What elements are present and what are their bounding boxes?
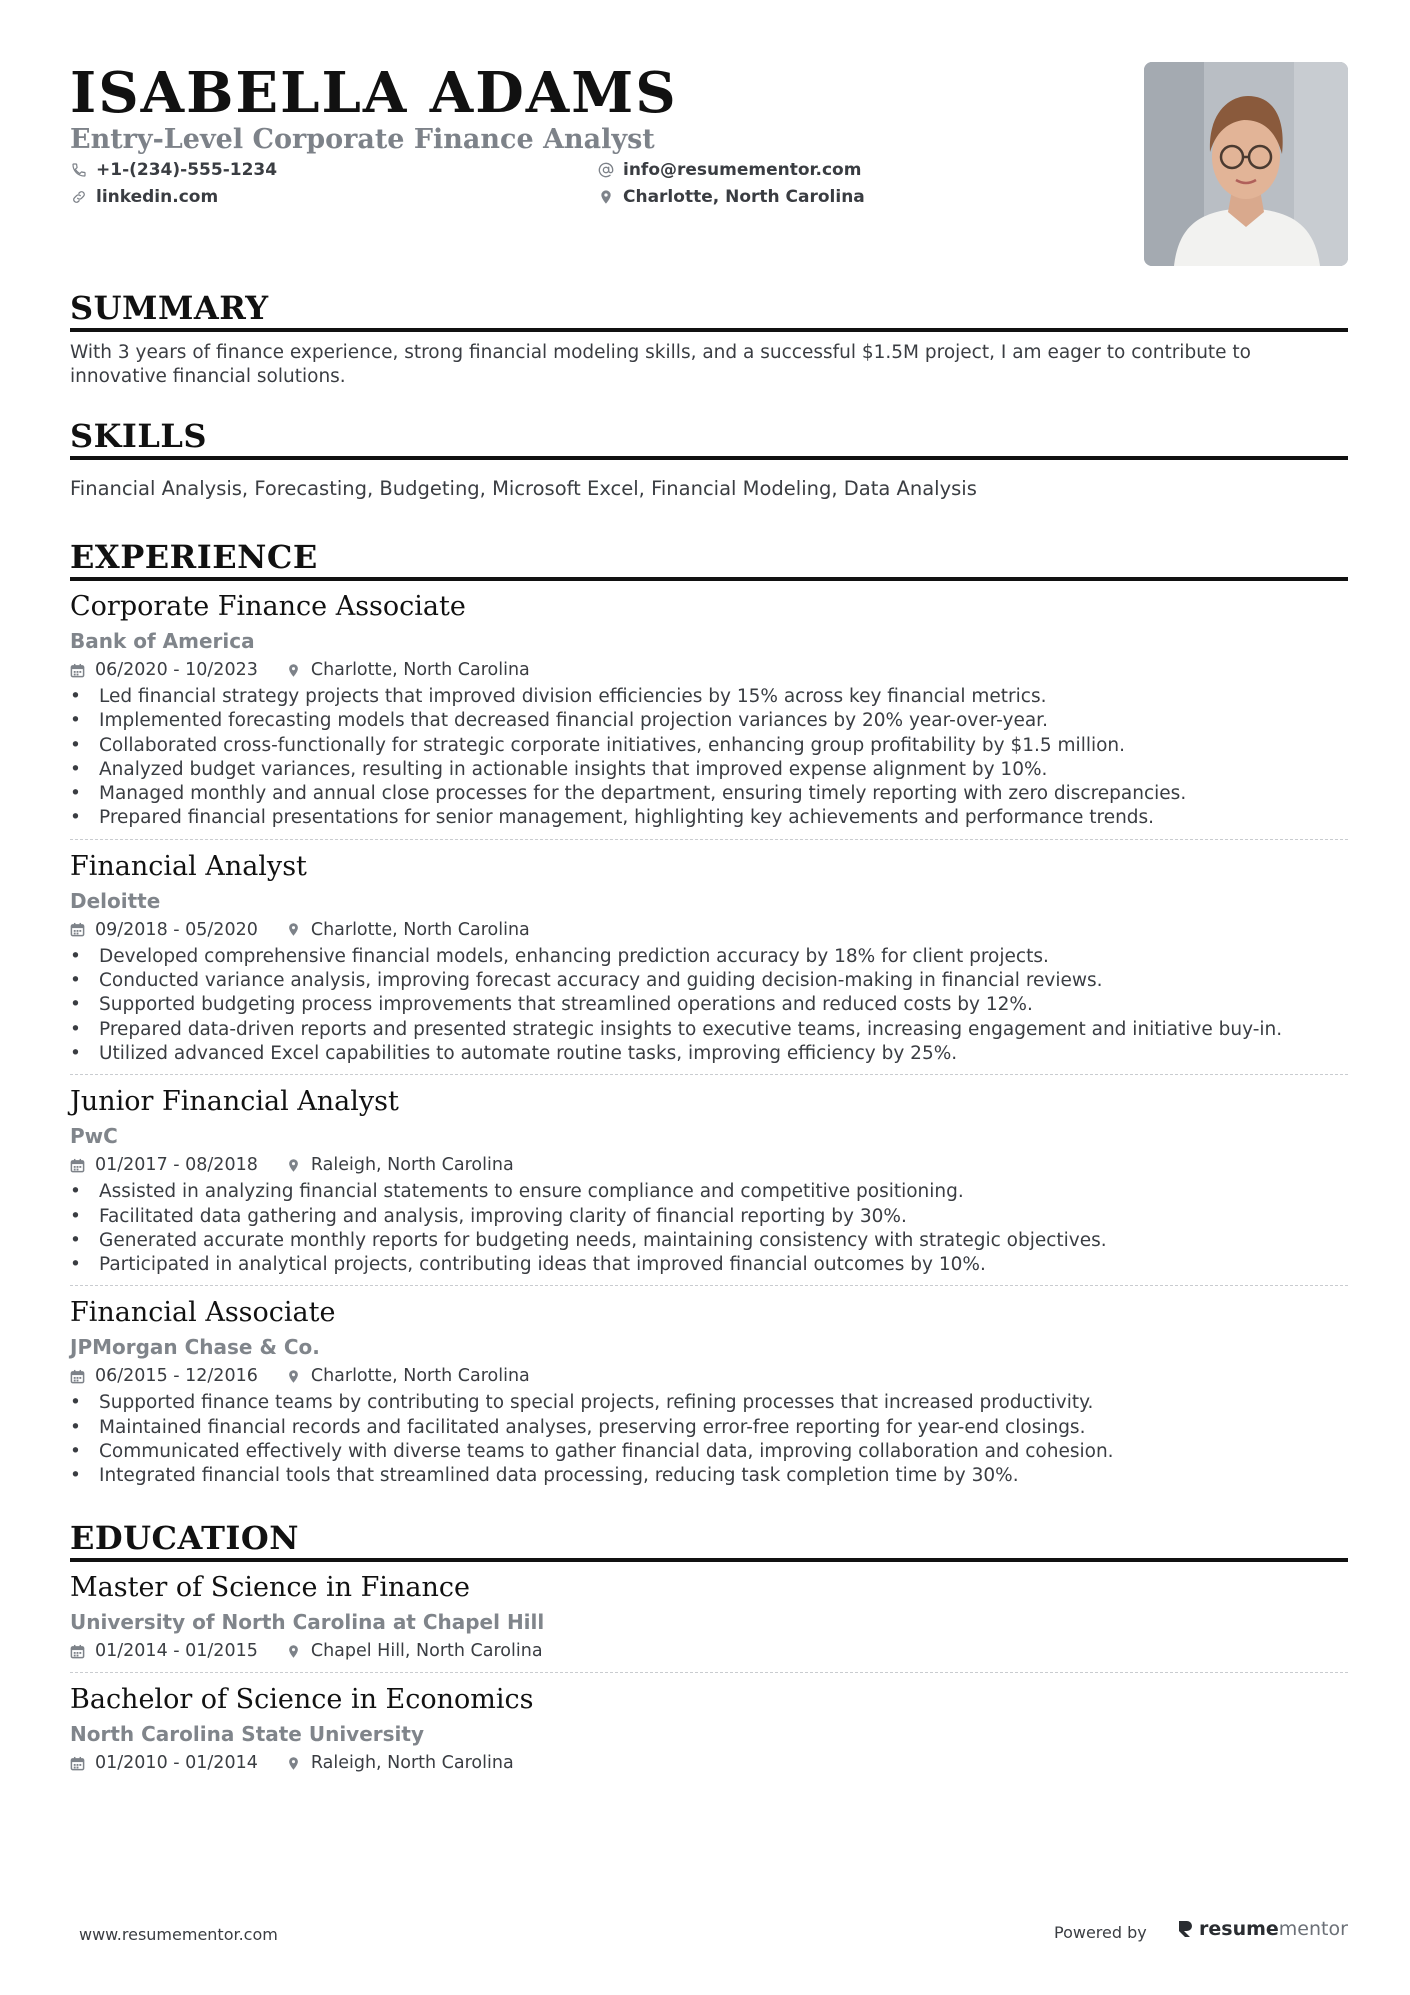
job-bullet: • Prepared financial presentations for senior management, highlighting key achievements and performance trends. (70, 806, 1348, 830)
job-meta (70, 917, 1348, 943)
job-bullet: • Integrated financial tools that streamlined data processing, reducing task completion time by 30%. (70, 1464, 1348, 1488)
job-bullets (70, 685, 1348, 831)
entry-divider (70, 1285, 1348, 1286)
job-bullet: • Supported budgeting process improvements that streamlined operations and reduced costs by 12%. (70, 993, 1348, 1017)
email-text: info@resumementor.com (623, 160, 862, 180)
job-bullet: • Communicated effectively with diverse teams to gather financial data, improving collaboration and cohesion. (70, 1440, 1348, 1464)
education-entry (70, 1682, 1348, 1776)
map-pin-icon (286, 1158, 301, 1173)
job-dates: 01/2017 - 08/2018 (95, 1155, 258, 1176)
job-meta (70, 1152, 1348, 1178)
summary-section (70, 288, 1348, 389)
skills-heading: SKILLS (70, 417, 207, 455)
calendar-icon (70, 922, 85, 937)
footer-powered-by: Powered by (1054, 1923, 1147, 1942)
job-entry (70, 589, 1348, 831)
education-dates: 01/2014 - 01/2015 (95, 1641, 258, 1661)
footer-website[interactable]: www.resumementor.com (79, 1925, 278, 1944)
linkedin-text: linkedin.com (96, 187, 219, 207)
map-pin-icon (286, 1369, 301, 1384)
calendar-icon (70, 663, 85, 678)
contact-linkedin[interactable] (71, 185, 218, 209)
education-degree: Bachelor of Science in Economics (70, 1684, 534, 1715)
job-position: Financial Analyst (70, 850, 307, 882)
job-company: JPMorgan Chase & Co. (70, 1335, 320, 1360)
job-location: Raleigh, North Carolina (310, 1155, 514, 1176)
calendar-icon (70, 1756, 85, 1771)
entry-divider (70, 1074, 1348, 1075)
job-entry (70, 1295, 1348, 1488)
brand-bold-text: resume (1199, 1918, 1279, 1940)
job-bullet: • Generated accurate monthly reports for budgeting needs, maintaining consistency with strategic objectives. (70, 1229, 1348, 1253)
job-title: Entry-Level Corporate Finance Analyst (70, 124, 655, 155)
job-entry (70, 1084, 1348, 1277)
map-pin-icon (286, 1644, 301, 1659)
job-bullet: • Prepared data-driven reports and presented strategic insights to executive teams, increasing engagement and initiative buy-in. (70, 1018, 1348, 1042)
education-heading: EDUCATION (70, 1519, 299, 1557)
job-bullet: • Maintained financial records and facilitated analyses, preserving error-free reporting for year-end closings. (70, 1416, 1348, 1440)
job-bullet: • Conducted variance analysis, improving forecast accuracy and guiding decision-making in financial reviews. (70, 969, 1348, 993)
job-entry (70, 849, 1348, 1066)
section-divider (70, 328, 1348, 332)
education-meta (70, 1638, 1348, 1664)
entry-divider (70, 1672, 1348, 1673)
job-bullet: • Supported finance teams by contributing to special projects, refining processes that increased productivity. (70, 1391, 1348, 1415)
job-bullet: • Collaborated cross-functionally for strategic corporate initiatives, enhancing group profitability by $1.5 million. (70, 734, 1348, 758)
job-dates: 09/2018 - 05/2020 (95, 919, 258, 940)
job-bullets (70, 1391, 1348, 1488)
summary-text: With 3 years of finance experience, strong financial modeling skills, and a successful $1.5M project, I am eager to contribute to innovative financial solutions. (70, 342, 1252, 387)
education-school: North Carolina State University (70, 1722, 424, 1746)
map-pin-icon (286, 663, 301, 678)
job-bullets (70, 1180, 1348, 1277)
job-bullet: • Analyzed budget variances, resulting in actionable insights that improved expense alignment by 10%. (70, 758, 1348, 782)
job-bullet: • Led financial strategy projects that improved division efficiencies by 15% across key financial metrics. (70, 685, 1348, 709)
map-pin-icon (286, 1756, 301, 1771)
job-bullets (70, 945, 1348, 1066)
summary-heading: SUMMARY (70, 289, 269, 327)
education-dates: 01/2010 - 01/2014 (95, 1753, 258, 1773)
link-icon (71, 189, 87, 205)
job-meta (70, 657, 1348, 683)
phone-icon (71, 162, 87, 178)
job-position: Financial Associate (70, 1297, 336, 1329)
contact-phone (71, 158, 277, 182)
contact-location (598, 185, 865, 209)
experience-heading: EXPERIENCE (70, 538, 318, 576)
calendar-icon (70, 1644, 85, 1659)
contact-email[interactable] (598, 158, 861, 182)
job-dates: 06/2015 - 12/2016 (95, 1366, 258, 1387)
calendar-icon (70, 1369, 85, 1384)
job-company: Bank of America (70, 629, 255, 653)
job-location: Charlotte, North Carolina (310, 1366, 530, 1387)
job-meta (70, 1363, 1348, 1389)
entry-divider (70, 839, 1348, 840)
job-bullet: • Assisted in analyzing financial statements to ensure compliance and competitive positioning. (70, 1180, 1348, 1204)
job-location: Charlotte, North Carolina (310, 919, 530, 940)
candidate-name: ISABELLA ADAMS (70, 60, 678, 126)
education-location: Raleigh, North Carolina (310, 1753, 514, 1773)
job-bullet: • Facilitated data gathering and analysis, improving clarity of financial reporting by 30%. (70, 1205, 1348, 1229)
section-divider (70, 1558, 1348, 1562)
job-company: Deloitte (70, 888, 161, 913)
location-text: Charlotte, North Carolina (623, 187, 865, 207)
education-section (70, 1518, 1348, 1776)
education-degree: Master of Science in Finance (70, 1572, 471, 1603)
job-bullet: • Implemented forecasting models that decreased financial projection variances by 20% year-over-year. (70, 709, 1348, 733)
brand-light-text: mentor (1278, 1918, 1348, 1940)
skills-text: Financial Analysis, Forecasting, Budgeting, Microsoft Excel, Financial Modeling, Data Analysis (70, 477, 977, 500)
job-position: Corporate Finance Associate (70, 591, 466, 622)
resumementor-logo-icon (1177, 1919, 1193, 1939)
experience-list (70, 589, 1348, 1489)
job-bullet: • Utilized advanced Excel capabilities to automate routine tasks, improving efficiency by 25%. (70, 1042, 1348, 1066)
job-dates: 06/2020 - 10/2023 (95, 660, 258, 680)
education-entry (70, 1570, 1348, 1664)
job-location: Charlotte, North Carolina (310, 660, 530, 680)
education-list (70, 1570, 1348, 1776)
phone-text: +1-(234)-555-1234 (96, 160, 278, 180)
job-bullet: • Developed comprehensive financial models, enhancing prediction accuracy by 18% for client projects. (70, 945, 1348, 969)
education-location: Chapel Hill, North Carolina (310, 1641, 543, 1661)
job-position: Junior Financial Analyst (70, 1086, 399, 1118)
calendar-icon (70, 1158, 85, 1173)
education-school: University of North Carolina at Chapel Hill (70, 1610, 545, 1634)
job-bullet: • Participated in analytical projects, contributing ideas that improved financial outcomes by 10%. (70, 1253, 1348, 1277)
job-company: PwC (70, 1124, 118, 1149)
at-icon (598, 162, 614, 178)
portrait-image (1144, 62, 1348, 266)
section-divider (70, 577, 1348, 581)
skills-section (70, 416, 1348, 501)
map-pin-icon (598, 189, 614, 205)
experience-section (70, 537, 1348, 1489)
job-bullet: • Managed monthly and annual close processes for the department, ensuring timely reporting with zero discrepancies. (70, 782, 1348, 806)
section-divider (70, 456, 1348, 460)
profile-photo (1144, 62, 1348, 266)
education-meta (70, 1750, 1348, 1776)
map-pin-icon (286, 922, 301, 937)
footer-brand-logo[interactable] (1177, 1918, 1348, 1940)
